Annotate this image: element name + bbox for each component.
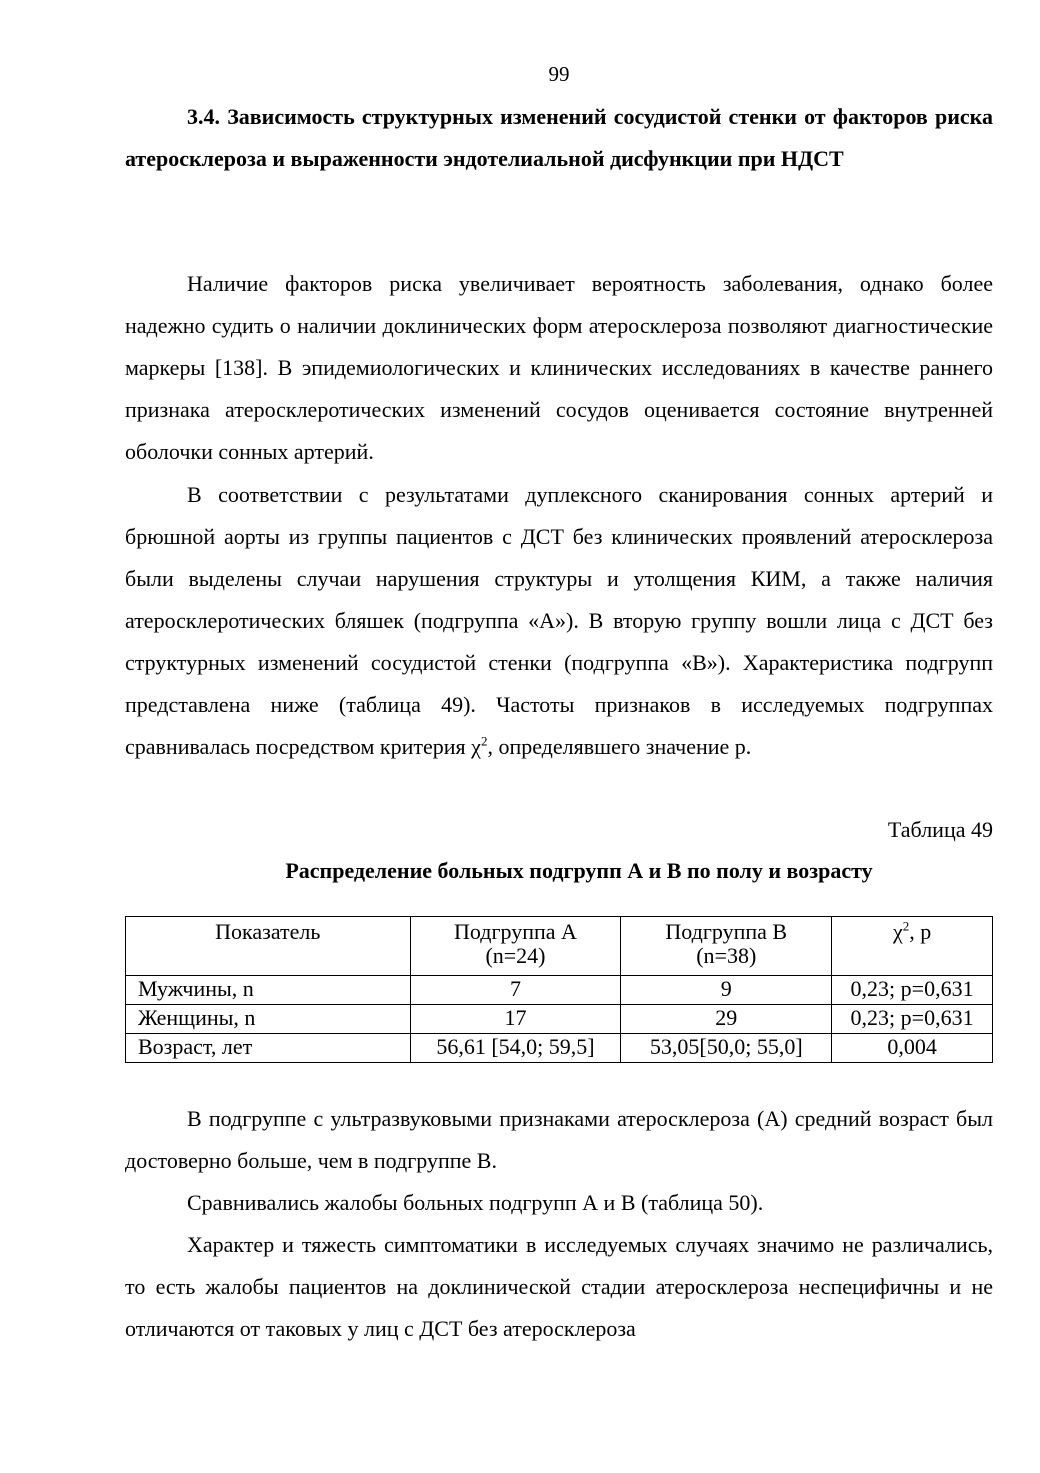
table-row [126,1005,993,1034]
table-row [126,976,993,1005]
header-subgroup-b-n: (n=38) [696,943,757,968]
header-chi-superscript: 2 [902,918,910,934]
cell-chi-square: 0,23; p=0,631 [832,1005,993,1034]
header-chi-square [832,917,993,976]
header-chi-symbol: χ [892,919,903,944]
table-title: Распределение больных подгрупп А и В по полу и возрасту [285,858,873,883]
table-row [126,1034,993,1063]
cell-subgroup-a: 7 [410,976,621,1005]
paragraph-3: В подгруппе с ультразвуковыми признаками атеросклероза (А) средний возраст был достоверно больше, чем в подгруппе В. [125,1106,993,1173]
header-subgroup-a-title: Подгруппа А [454,919,577,944]
paragraph-2 [125,474,993,768]
table-label: Таблица 49 [887,817,993,842]
cell-chi-square: 0,004 [832,1034,993,1063]
row-label: Возраст, лет [126,1034,411,1063]
header-subgroup-b-title: Подгруппа В [665,919,788,944]
table-header-row [126,917,993,976]
header-subgroup-a [410,917,621,976]
cell-subgroup-a: 17 [410,1005,621,1034]
cell-subgroup-a: 56,61 [54,0; 59,5] [410,1034,621,1063]
section-heading: 3.4. Зависимость структурных изменений сосудистой стенки от факторов риска атеросклероза и выраженности эндотелиальной дисфункции при НДСТ [125,104,993,171]
header-indicator: Показатель [126,917,411,976]
row-label: Мужчины, n [126,976,411,1005]
paragraph-4: Сравнивались жалобы больных подгрупп А и В (таблица 50). [187,1190,764,1215]
paragraph-1: Наличие факторов риска увеличивает вероятность заболевания, однако более надежно судить о наличии доклинических форм атеросклероза позволяют диагностические маркеры [138]. В эпидемиологических и клинических исследованиях в качестве раннего признака атеросклеротических изменений сосудов оценивается состояние внутренней оболочки сонных артерий. [125,271,993,464]
paragraph-2-tail: , определявшего значение р. [487,734,752,759]
row-label: Женщины, n [126,1005,411,1034]
paragraph-5: Характер и тяжесть симптоматики в исследуемых случаях значимо не различались, то есть жалобы пациентов на доклинической стадии атеросклероза неспецифичны и не отличаются от таковых у лиц с ДСТ без атеросклероза [125,1232,993,1341]
header-subgroup-b [621,917,832,976]
cell-subgroup-b: 53,05[50,0; 55,0] [621,1034,832,1063]
page-number: 99 [548,62,570,86]
header-subgroup-a-n: (n=24) [485,943,546,968]
cell-subgroup-b: 29 [621,1005,832,1034]
cell-chi-square: 0,23; p=0,631 [832,976,993,1005]
cell-subgroup-b: 9 [621,976,832,1005]
chi-square-superscript: 2 [480,733,488,749]
distribution-table [125,916,993,1063]
paragraph-2-text: В соответствии с результатами дуплексного сканирования сонных артерий и брюшной аорты из группы пациентов с ДСТ без клинических проявлений атеросклероза были выделены случаи нарушения структуры и утолщения КИМ, а также наличия атеросклеротических бляшек (подгруппа «А»). В вторую группу вошли лица с ДСТ без структурных изменений сосудистой стенки (подгруппа «В»). Характеристика подгрупп представлена ниже (таблица 49). Частоты признаков в исследуемых подгруппах сравнивалась посредством критерия χ [125,482,993,759]
header-chi-tail: , р [909,919,932,944]
